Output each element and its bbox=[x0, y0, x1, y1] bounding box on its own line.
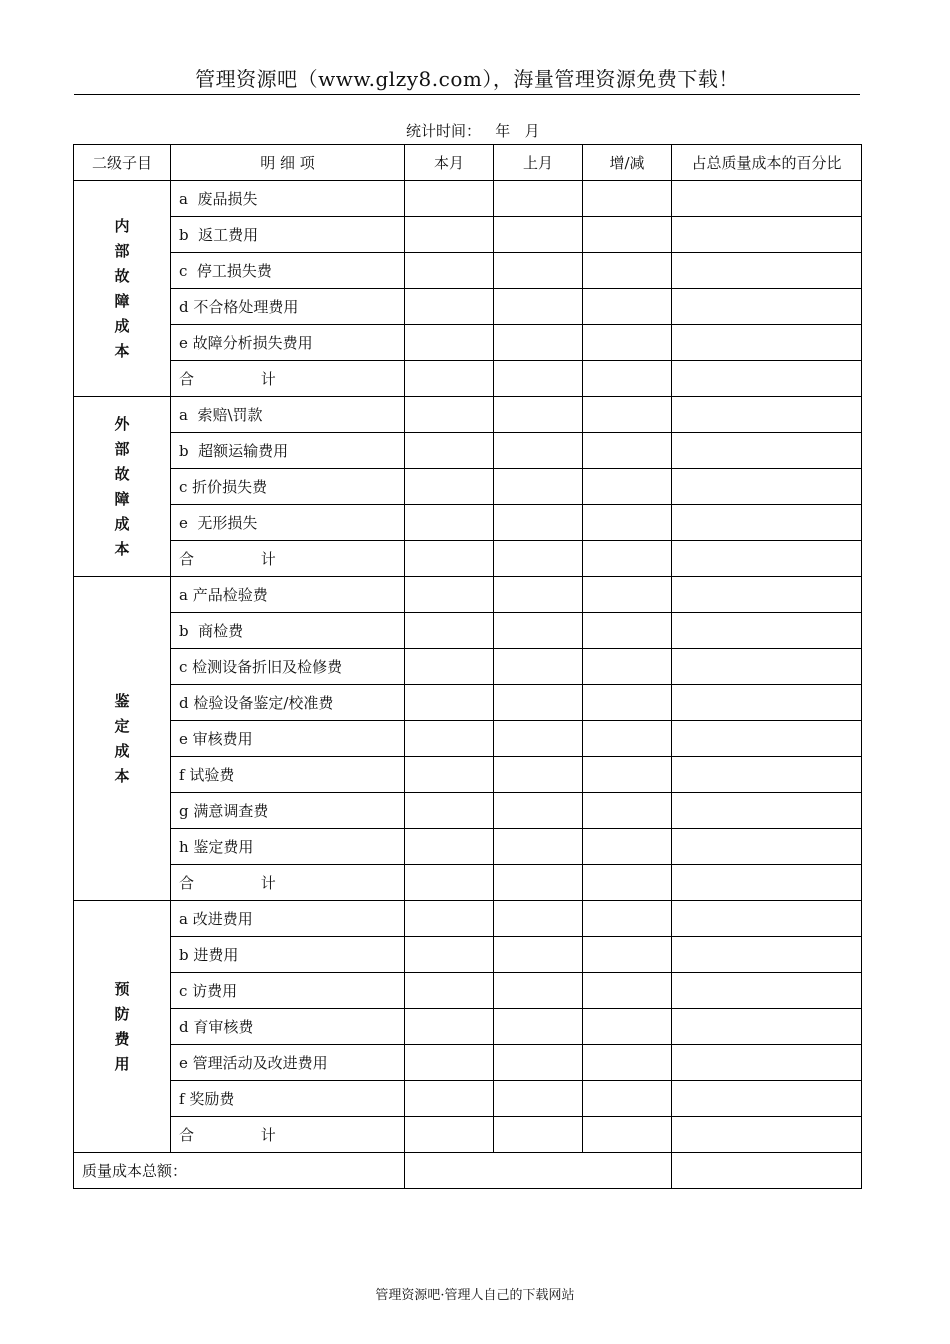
category-cell bbox=[74, 577, 171, 901]
last-month-cell[interactable] bbox=[494, 937, 583, 973]
this-month-cell[interactable] bbox=[405, 361, 494, 397]
this-month-cell[interactable] bbox=[405, 757, 494, 793]
change-cell[interactable] bbox=[583, 685, 672, 721]
table-row bbox=[74, 613, 862, 649]
change-cell[interactable] bbox=[583, 361, 672, 397]
category-cell bbox=[74, 181, 171, 397]
detail-item-label: c 停工损失费 bbox=[171, 253, 405, 289]
change-cell[interactable] bbox=[583, 433, 672, 469]
change-cell[interactable] bbox=[583, 181, 672, 217]
detail-item-label: 合 计 bbox=[171, 361, 405, 397]
detail-item-label: b 超额运输费用 bbox=[171, 433, 405, 469]
table-row bbox=[74, 685, 862, 721]
this-month-cell[interactable] bbox=[405, 325, 494, 361]
this-month-cell[interactable] bbox=[405, 649, 494, 685]
change-cell[interactable] bbox=[583, 541, 672, 577]
last-month-cell[interactable] bbox=[494, 613, 583, 649]
percentage-cell[interactable] bbox=[672, 577, 862, 613]
this-month-cell[interactable] bbox=[405, 613, 494, 649]
percentage-cell[interactable] bbox=[672, 289, 862, 325]
this-month-cell[interactable] bbox=[405, 1009, 494, 1045]
change-cell[interactable] bbox=[583, 1117, 672, 1153]
last-month-cell[interactable] bbox=[494, 541, 583, 577]
percentage-cell[interactable] bbox=[672, 505, 862, 541]
table-row bbox=[74, 757, 862, 793]
detail-item-label: 合 计 bbox=[171, 865, 405, 901]
last-month-cell[interactable] bbox=[494, 469, 583, 505]
detail-item-label: f 试验费 bbox=[171, 757, 405, 793]
detail-item-label: c 访费用 bbox=[171, 973, 405, 1009]
change-cell[interactable] bbox=[583, 577, 672, 613]
change-cell[interactable] bbox=[583, 829, 672, 865]
last-month-cell[interactable] bbox=[494, 217, 583, 253]
change-cell[interactable] bbox=[583, 865, 672, 901]
change-cell[interactable] bbox=[583, 1045, 672, 1081]
percentage-cell[interactable] bbox=[672, 757, 862, 793]
change-cell[interactable] bbox=[583, 325, 672, 361]
column-header: 明 细 项 bbox=[171, 145, 405, 181]
table-row bbox=[74, 1117, 862, 1153]
percentage-cell[interactable] bbox=[672, 325, 862, 361]
this-month-cell[interactable] bbox=[405, 217, 494, 253]
category-label: 预防费用 bbox=[114, 979, 130, 1073]
table-row bbox=[74, 793, 862, 829]
table-row bbox=[74, 1045, 862, 1081]
quality-cost-table bbox=[73, 144, 862, 1189]
table-row bbox=[74, 829, 862, 865]
detail-item-label: c 检测设备折旧及检修费 bbox=[171, 649, 405, 685]
percentage-cell[interactable] bbox=[672, 469, 862, 505]
this-month-cell[interactable] bbox=[405, 289, 494, 325]
this-month-cell[interactable] bbox=[405, 721, 494, 757]
percentage-cell[interactable] bbox=[672, 1117, 862, 1153]
detail-item-label: b 商检费 bbox=[171, 613, 405, 649]
detail-item-label: d 检验设备鉴定/校准费 bbox=[171, 685, 405, 721]
last-month-cell[interactable] bbox=[494, 361, 583, 397]
this-month-cell[interactable] bbox=[405, 541, 494, 577]
this-month-cell[interactable] bbox=[405, 1117, 494, 1153]
this-month-cell[interactable] bbox=[405, 433, 494, 469]
change-cell[interactable] bbox=[583, 973, 672, 1009]
column-header: 占总质量成本的百分比 bbox=[672, 145, 862, 181]
percentage-cell[interactable] bbox=[672, 973, 862, 1009]
percentage-cell[interactable] bbox=[672, 253, 862, 289]
table-row bbox=[74, 541, 862, 577]
last-month-cell[interactable] bbox=[494, 1009, 583, 1045]
table-row bbox=[74, 1009, 862, 1045]
percentage-cell[interactable] bbox=[672, 1081, 862, 1117]
last-month-cell[interactable] bbox=[494, 793, 583, 829]
change-cell[interactable] bbox=[583, 289, 672, 325]
change-cell[interactable] bbox=[583, 649, 672, 685]
change-cell[interactable] bbox=[583, 469, 672, 505]
table-row bbox=[74, 901, 862, 937]
last-month-cell[interactable] bbox=[494, 973, 583, 1009]
detail-item-label: c 折价损失费 bbox=[171, 469, 405, 505]
last-month-cell[interactable] bbox=[494, 433, 583, 469]
last-month-cell[interactable] bbox=[494, 289, 583, 325]
table-row bbox=[74, 865, 862, 901]
percentage-cell[interactable] bbox=[672, 865, 862, 901]
last-month-cell[interactable] bbox=[494, 325, 583, 361]
percentage-cell[interactable] bbox=[672, 1045, 862, 1081]
table-row bbox=[74, 325, 862, 361]
percentage-cell[interactable] bbox=[672, 937, 862, 973]
detail-item-label: a 废品损失 bbox=[171, 181, 405, 217]
last-month-cell[interactable] bbox=[494, 577, 583, 613]
this-month-cell[interactable] bbox=[405, 505, 494, 541]
detail-item-label: e 管理活动及改进费用 bbox=[171, 1045, 405, 1081]
this-month-cell[interactable] bbox=[405, 865, 494, 901]
last-month-cell[interactable] bbox=[494, 829, 583, 865]
detail-item-label: e 审核费用 bbox=[171, 721, 405, 757]
table-row bbox=[74, 577, 862, 613]
percentage-cell[interactable] bbox=[672, 397, 862, 433]
page-header-title: 管理资源吧（www.glzy8.com），海量管理资源免费下载！ bbox=[195, 67, 739, 91]
change-cell[interactable] bbox=[583, 505, 672, 541]
last-month-cell[interactable] bbox=[494, 1081, 583, 1117]
this-month-cell[interactable] bbox=[405, 397, 494, 433]
table-row bbox=[74, 973, 862, 1009]
last-month-cell[interactable] bbox=[494, 721, 583, 757]
last-month-cell[interactable] bbox=[494, 181, 583, 217]
table-row bbox=[74, 649, 862, 685]
this-month-cell[interactable] bbox=[405, 793, 494, 829]
percentage-cell[interactable] bbox=[672, 829, 862, 865]
percentage-cell[interactable] bbox=[672, 1009, 862, 1045]
change-cell[interactable] bbox=[583, 613, 672, 649]
percentage-cell[interactable] bbox=[672, 793, 862, 829]
last-month-cell[interactable] bbox=[494, 505, 583, 541]
table-row bbox=[74, 397, 862, 433]
last-month-cell[interactable] bbox=[494, 649, 583, 685]
column-header: 二级子目 bbox=[74, 145, 171, 181]
percentage-cell[interactable] bbox=[672, 541, 862, 577]
last-month-cell[interactable] bbox=[494, 253, 583, 289]
total-cost-label: 质量成本总额： bbox=[74, 1153, 405, 1189]
last-month-cell[interactable] bbox=[494, 757, 583, 793]
this-month-cell[interactable] bbox=[405, 973, 494, 1009]
page-footer: 管理资源吧·管理人自己的下载网站 bbox=[375, 1288, 575, 1303]
this-month-cell[interactable] bbox=[405, 685, 494, 721]
percentage-cell[interactable] bbox=[672, 361, 862, 397]
category-cell bbox=[74, 901, 171, 1153]
this-month-cell[interactable] bbox=[405, 469, 494, 505]
last-month-cell[interactable] bbox=[494, 865, 583, 901]
percentage-cell[interactable] bbox=[672, 901, 862, 937]
detail-item-label: d 不合格处理费用 bbox=[171, 289, 405, 325]
detail-item-label: 合 计 bbox=[171, 541, 405, 577]
table-row bbox=[74, 433, 862, 469]
table-row bbox=[74, 1081, 862, 1117]
this-month-cell[interactable] bbox=[405, 181, 494, 217]
this-month-cell[interactable] bbox=[405, 253, 494, 289]
change-cell[interactable] bbox=[583, 793, 672, 829]
this-month-cell[interactable] bbox=[405, 577, 494, 613]
table-row bbox=[74, 361, 862, 397]
statistics-time-label: 统计时间： 年 月 bbox=[406, 122, 540, 140]
table-row bbox=[74, 217, 862, 253]
detail-item-label: 合 计 bbox=[171, 1117, 405, 1153]
detail-item-label: h 鉴定费用 bbox=[171, 829, 405, 865]
change-cell[interactable] bbox=[583, 1009, 672, 1045]
table-row bbox=[74, 937, 862, 973]
change-cell[interactable] bbox=[583, 721, 672, 757]
detail-item-label: f 奖励费 bbox=[171, 1081, 405, 1117]
this-month-cell[interactable] bbox=[405, 937, 494, 973]
change-cell[interactable] bbox=[583, 397, 672, 433]
percentage-cell[interactable] bbox=[672, 649, 862, 685]
detail-item-label: b 进费用 bbox=[171, 937, 405, 973]
percentage-cell[interactable] bbox=[672, 181, 862, 217]
detail-item-label: b 返工费用 bbox=[171, 217, 405, 253]
table-row bbox=[74, 505, 862, 541]
percentage-cell[interactable] bbox=[672, 613, 862, 649]
last-month-cell[interactable] bbox=[494, 1117, 583, 1153]
change-cell[interactable] bbox=[583, 253, 672, 289]
total-row bbox=[74, 1153, 862, 1189]
detail-item-label: e 无形损失 bbox=[171, 505, 405, 541]
change-cell[interactable] bbox=[583, 901, 672, 937]
this-month-cell[interactable] bbox=[405, 829, 494, 865]
table-row bbox=[74, 469, 862, 505]
percentage-cell[interactable] bbox=[672, 217, 862, 253]
detail-item-label: a 产品检验费 bbox=[171, 577, 405, 613]
total-cost-value-cell[interactable] bbox=[405, 1153, 672, 1189]
category-cell bbox=[74, 397, 171, 577]
table-row bbox=[74, 721, 862, 757]
change-cell[interactable] bbox=[583, 757, 672, 793]
percentage-cell[interactable] bbox=[672, 433, 862, 469]
last-month-cell[interactable] bbox=[494, 685, 583, 721]
last-month-cell[interactable] bbox=[494, 397, 583, 433]
detail-item-label: a 改进费用 bbox=[171, 901, 405, 937]
change-cell[interactable] bbox=[583, 1081, 672, 1117]
category-label: 内部故障成本 bbox=[114, 216, 130, 360]
percentage-cell[interactable] bbox=[672, 721, 862, 757]
change-cell[interactable] bbox=[583, 217, 672, 253]
total-percentage-cell[interactable] bbox=[672, 1153, 862, 1189]
detail-item-label: d 育审核费 bbox=[171, 1009, 405, 1045]
header-divider bbox=[74, 94, 860, 95]
table-row bbox=[74, 181, 862, 217]
category-label: 鉴定成本 bbox=[114, 691, 130, 785]
detail-item-label: e 故障分析损失费用 bbox=[171, 325, 405, 361]
table-header-row bbox=[74, 145, 862, 181]
percentage-cell[interactable] bbox=[672, 685, 862, 721]
this-month-cell[interactable] bbox=[405, 1081, 494, 1117]
column-header: 上月 bbox=[494, 145, 583, 181]
category-label: 外部故障成本 bbox=[114, 414, 130, 558]
table-row bbox=[74, 253, 862, 289]
table-row bbox=[74, 289, 862, 325]
this-month-cell[interactable] bbox=[405, 901, 494, 937]
column-header: 本月 bbox=[405, 145, 494, 181]
this-month-cell[interactable] bbox=[405, 1045, 494, 1081]
column-header: 增/减 bbox=[583, 145, 672, 181]
detail-item-label: g 满意调查费 bbox=[171, 793, 405, 829]
change-cell[interactable] bbox=[583, 937, 672, 973]
last-month-cell[interactable] bbox=[494, 901, 583, 937]
last-month-cell[interactable] bbox=[494, 1045, 583, 1081]
detail-item-label: a 索赔\罚款 bbox=[171, 397, 405, 433]
